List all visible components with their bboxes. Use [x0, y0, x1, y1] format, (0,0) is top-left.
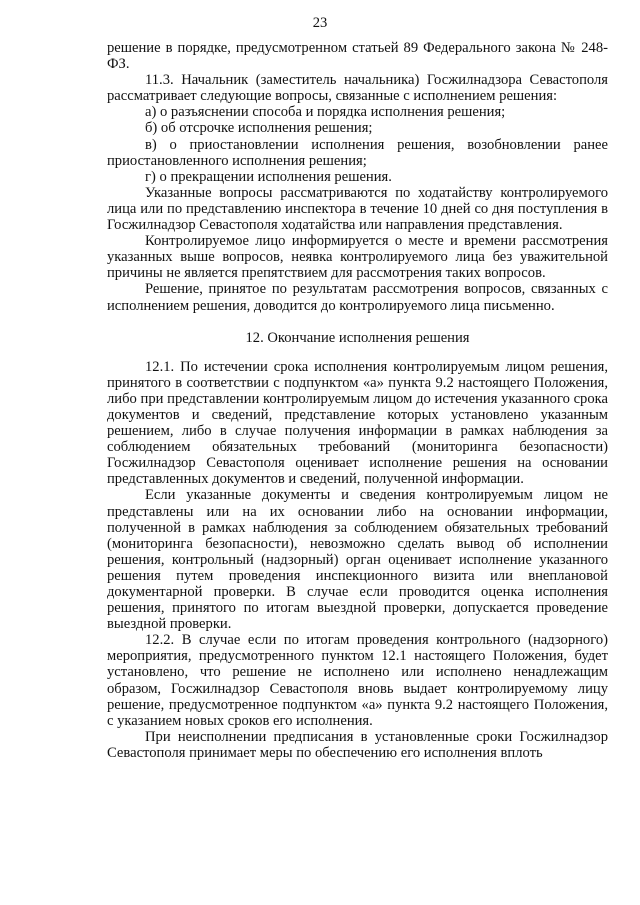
list-item: в) о приостановлении исполнения решения, возобновлении ранее приостановленного исполнения решения;: [107, 136, 608, 169]
paragraph: 11.3. Начальник (заместитель начальника) Госжилнадзора Севастополя рассматривает следующие вопросы, связанные с исполнением решения:: [107, 72, 608, 105]
paragraph: При неисполнении предписания в установленные сроки Госжилнадзор Севастополя принимает меры по обеспечению его исполнения вплоть: [107, 728, 608, 761]
paragraph: решение в порядке, предусмотренном статьей 89 Федерального закона № 248-ФЗ.: [107, 40, 608, 73]
paragraph: Контролируемое лицо информируется о месте и времени рассмотрения указанных выше вопросов, неявка контролируемого лица без уважительной причины не является препятствием для рассмотрения таких вопросов.: [107, 233, 608, 282]
paragraph: Указанные вопросы рассматриваются по ходатайству контролируемого лица или по представлению инспектора в течение 10 дней со дня поступления в Госжилнадзор Севастополя ходатайства или направления представления.: [107, 184, 608, 234]
list-item: г) о прекращении исполнения решения.: [145, 168, 392, 185]
paragraph: Если указанные документы и сведения контролируемым лицом не представлены или на их основании либо на основании информации, полученной в рамках наблюдения за соблюдением обязательных требований (мониторинга безопасности), невозможно сделать вывод об исполнении решения, контрольный (надзорный) орган оценивает исполнение указанного решения путем проведения инспекционного визита или внеплановой документарной проверки. В случае если проводится оценка исполнения решения, принятого по итогам выездной проверки, допускается проведение выездной проверки.: [107, 487, 608, 633]
list-item: а) о разъяснении способа и порядка исполнения решения;: [145, 104, 506, 121]
page-number: 23: [312, 15, 328, 31]
section-heading: 12. Окончание исполнения решения: [245, 329, 470, 346]
paragraph: Решение, принятое по результатам рассмотрения вопросов, связанных с исполнением решения, доводится до контролируемого лица письменно.: [107, 281, 608, 314]
paragraph: 12.2. В случае если по итогам проведения контрольного (надзорного) мероприятия, предусмотренного пунктом 12.1 настоящего Положения, будет установлено, что решение не исполнено или исполнено ненадлежащим образом, Госжилнадзор Севастополя вновь выдает контролируемому лицу решение, предусмотренное подпунктом «а» пункта 9.2 настоящего Положения, с указанием новых сроков его исполнения.: [107, 632, 608, 729]
paragraph: 12.1. По истечении срока исполнения контролируемым лицом решения, принятого в соответствии с подпунктом «а» пункта 9.2 настоящего Положения, либо при представлении контролируемым лицом до истечения указанного срока документов и сведений, представление которых установлено указанным решением, либо в случае получения информации в рамках наблюдения за соблюдением обязательных требований (мониторинга безопасности) Госжилнадзор Севастополя оценивает исполнение решения на основании представленных документов и сведений, полученной информации.: [107, 358, 608, 488]
list-item: б) об отсрочке исполнения решения;: [145, 120, 373, 137]
document-body: [107, 40, 608, 761]
